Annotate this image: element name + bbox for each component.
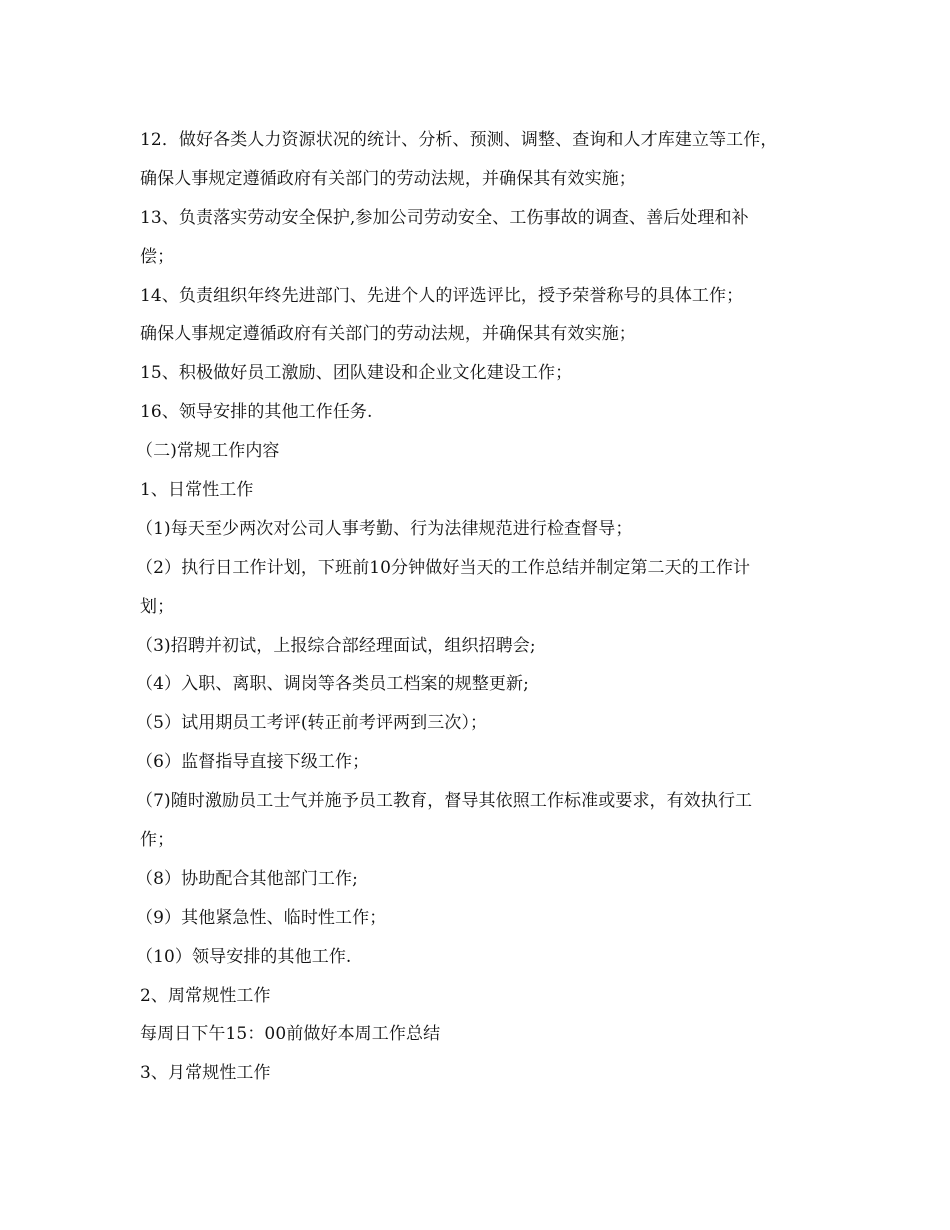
- subsection-heading: 2、周常规性工作: [140, 985, 271, 1006]
- list-item: （4）入职、离职、调岗等各类员工档案的规整更新;: [136, 674, 529, 695]
- list-item-continuation: 划；: [140, 596, 175, 617]
- document-body: [136, 121, 830, 1093]
- text-line: 确保人事规定遵循政府有关部门的劳动法规，并确保其有效实施；: [140, 324, 636, 345]
- list-item: （2）执行日工作计划，下班前10分钟做好当天的工作总结并制定第二天的工作计: [136, 557, 751, 578]
- text-line: 13、负责落实劳动安全保护,参加公司劳动安全、工伤事故的调查、善后处理和补: [140, 207, 749, 228]
- text-line: 12．做好各类人力资源状况的统计、分析、预测、调整、查询和人才库建立等工作，: [140, 130, 778, 150]
- list-item: （10）领导安排的其他工作.: [136, 946, 352, 967]
- text-line: 16、领导安排的其他工作任务.: [140, 402, 373, 423]
- subsection-heading: 3、月常规性工作: [140, 1063, 271, 1084]
- list-item: （7)随时激励员工士气并施予员工教育，督导其依照工作标准或要求，有效执行工: [136, 791, 753, 812]
- list-item: （1)每天至少两次对公司人事考勤、行为法律规范进行检查督导；: [136, 518, 633, 539]
- list-item-continuation: 作；: [140, 830, 175, 851]
- list-item: （3)招聘并初试，上报综合部经理面试，组织招聘会;: [136, 635, 536, 656]
- text-line: 每周日下午15：00前做好本周工作总结: [140, 1024, 441, 1045]
- text-line: 偿；: [140, 246, 175, 267]
- text-line: 确保人事规定遵循政府有关部门的劳动法规，并确保其有效实施；: [140, 168, 636, 189]
- list-item: （6）监督指导直接下级工作；: [136, 752, 370, 773]
- list-item: （9）其他紧急性、临时性工作；: [136, 907, 387, 928]
- list-item: （5）试用期员工考评(转正前考评两到三次）；: [136, 713, 488, 734]
- section-heading: （二)常规工作内容: [136, 441, 280, 462]
- subsection-heading: 1、日常性工作: [140, 480, 254, 501]
- list-item: （8）协助配合其他部门工作;: [136, 868, 358, 889]
- text-line: 14、负责组织年终先进部门、先进个人的评选评比，授予荣誉称号的具体工作；: [140, 285, 744, 306]
- text-line: 15、积极做好员工激励、团队建设和企业文化建设工作；: [140, 363, 573, 384]
